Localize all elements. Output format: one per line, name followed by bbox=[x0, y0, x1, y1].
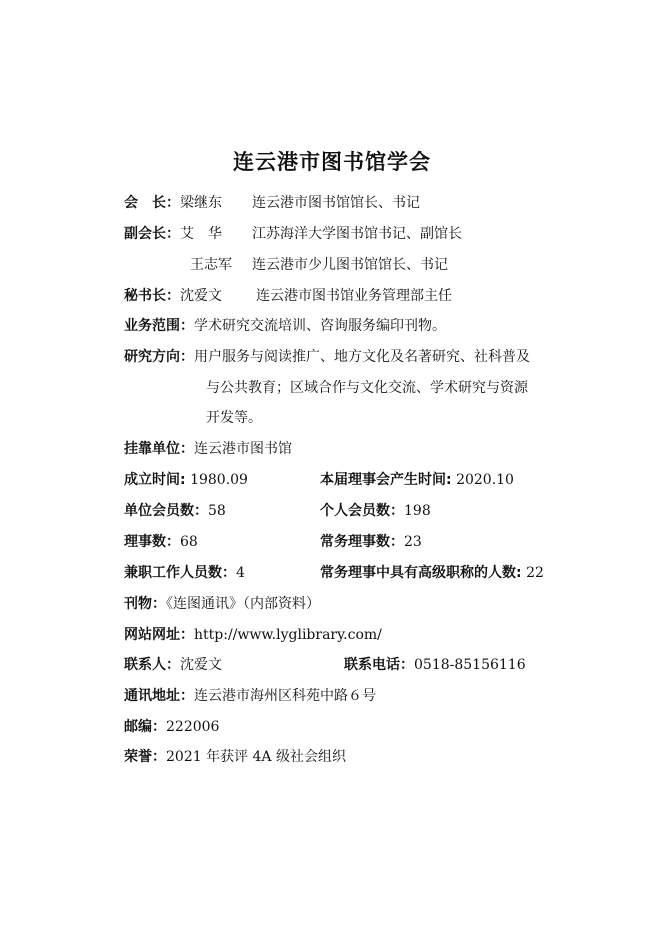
individual-members-row bbox=[320, 501, 431, 521]
senior-titles-value: 22 bbox=[526, 565, 544, 581]
unit-members-value: 58 bbox=[208, 503, 226, 519]
secretary-row bbox=[124, 286, 222, 306]
part-time-label: 兼职工作人员数： bbox=[124, 565, 236, 581]
unit-members-row bbox=[124, 501, 226, 521]
standing-directors-value: 23 bbox=[404, 534, 422, 550]
unit-members-label: 单位会员数： bbox=[124, 503, 208, 519]
vice-1-name: 艾 华 bbox=[180, 226, 222, 242]
standing-directors-label: 常务理事数： bbox=[320, 534, 404, 550]
part-time-value: 4 bbox=[236, 565, 245, 581]
research-line-1: 用户服务与阅读推广、地方文化及名著研究、社科普及 bbox=[194, 349, 530, 365]
standing-directors-row bbox=[320, 532, 422, 552]
directors-label: 理事数： bbox=[124, 534, 180, 550]
vice-2-name: 王志军 bbox=[190, 257, 232, 273]
website-link[interactable]: http://www.lyglibrary.com/ bbox=[194, 627, 382, 643]
contact-row bbox=[124, 655, 222, 675]
secretary-desc: 连云港市图书馆业务管理部主任 bbox=[256, 288, 452, 304]
honor-row bbox=[124, 747, 346, 767]
business-label: 业务范围： bbox=[124, 318, 194, 334]
secretary-label: 秘书长： bbox=[124, 288, 180, 304]
postcode-value: 222006 bbox=[166, 719, 220, 735]
honor-value: 2021 年获评 4A 级社会组织 bbox=[166, 749, 346, 765]
president-label: 会 长： bbox=[124, 195, 180, 211]
founded-row bbox=[124, 470, 248, 490]
phone-row bbox=[344, 655, 526, 675]
research-row bbox=[124, 347, 530, 367]
senior-titles-row bbox=[320, 563, 544, 583]
research-line-2: 与公共教育；区域合作与文化交流、学术研究与资源 bbox=[206, 380, 528, 396]
secretary-name: 沈爱文 bbox=[180, 288, 222, 304]
publication-row bbox=[124, 594, 320, 614]
affiliation-label: 挂靠单位： bbox=[124, 441, 194, 457]
phone-value: 0518-85156116 bbox=[414, 657, 526, 673]
council-time-label: 本届理事会产生时间: bbox=[320, 472, 452, 488]
research-label: 研究方向： bbox=[124, 349, 194, 365]
address-label: 通讯地址： bbox=[124, 688, 194, 704]
vice-2-desc: 连云港市少儿图书馆馆长、书记 bbox=[252, 257, 448, 273]
address-value: 连云港市海州区科苑中路６号 bbox=[194, 688, 376, 704]
vice-row bbox=[124, 224, 222, 244]
vice-label: 副会长： bbox=[124, 226, 180, 242]
postcode-row bbox=[124, 717, 219, 737]
publication-label: 刊物： bbox=[124, 596, 166, 612]
contact-label: 联系人： bbox=[124, 657, 180, 673]
president-row bbox=[124, 193, 222, 213]
council-time-row bbox=[320, 470, 514, 490]
website-label: 网站网址： bbox=[124, 627, 194, 643]
affiliation-value: 连云港市图书馆 bbox=[194, 441, 292, 457]
president-name: 梁继东 bbox=[180, 195, 222, 211]
website-row bbox=[124, 625, 382, 645]
research-line-3: 开发等。 bbox=[206, 410, 262, 426]
address-row bbox=[124, 686, 376, 706]
founded-label: 成立时间: bbox=[124, 472, 186, 488]
directors-value: 68 bbox=[180, 534, 198, 550]
president-desc: 连云港市图书馆馆长、书记 bbox=[252, 195, 420, 211]
publication-value: 《连图通讯》（内部资料） bbox=[166, 596, 320, 612]
vice-1-desc: 江苏海洋大学图书馆书记、副馆长 bbox=[252, 226, 462, 242]
affiliation-row bbox=[124, 439, 292, 459]
postcode-label: 邮编： bbox=[124, 719, 166, 735]
contact-value: 沈爱文 bbox=[180, 657, 222, 673]
part-time-row bbox=[124, 563, 245, 583]
business-value: 学术研究交流培训、咨询服务编印刊物。 bbox=[194, 318, 446, 334]
founded-value: 1980.09 bbox=[190, 472, 248, 488]
business-row bbox=[124, 316, 446, 336]
honor-label: 荣誉： bbox=[124, 749, 166, 765]
page-title: 连云港市图书馆学会 bbox=[233, 149, 431, 174]
directors-row bbox=[124, 532, 198, 552]
individual-members-label: 个人会员数： bbox=[320, 503, 404, 519]
individual-members-value: 198 bbox=[404, 503, 431, 519]
council-time-value: 2020.10 bbox=[456, 472, 514, 488]
senior-titles-label: 常务理事中具有高级职称的人数: bbox=[320, 565, 522, 581]
phone-label: 联系电话： bbox=[344, 657, 414, 673]
